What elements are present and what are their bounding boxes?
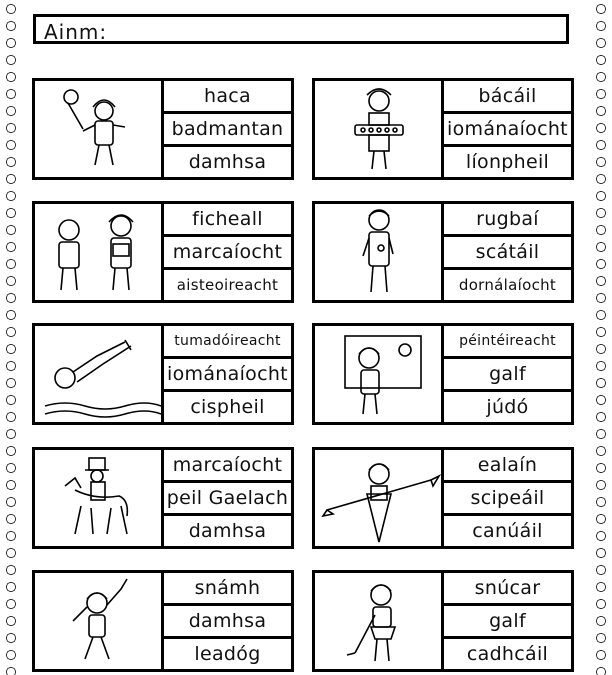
option-2[interactable]: peil Gaelach xyxy=(164,483,291,516)
name-label: Ainm: xyxy=(44,20,108,44)
option-1[interactable]: tumadóireacht xyxy=(164,326,291,359)
left-decorative-border xyxy=(2,0,20,675)
chess-players-icon xyxy=(35,204,164,300)
activity-card-6 xyxy=(312,323,574,425)
option-1[interactable]: rugbaí xyxy=(444,204,571,237)
option-1[interactable]: péintéireacht xyxy=(444,326,571,359)
option-2[interactable]: damhsa xyxy=(164,606,291,639)
option-1[interactable]: marcaíocht xyxy=(164,450,291,483)
option-2[interactable]: marcaíocht xyxy=(164,237,291,270)
option-2[interactable]: galf xyxy=(444,359,571,392)
option-2[interactable]: scipeáil xyxy=(444,483,571,516)
activity-card-9 xyxy=(32,570,294,672)
golfer-icon xyxy=(315,573,444,669)
activity-card-7 xyxy=(32,447,294,549)
option-2[interactable]: iománaíocht xyxy=(444,114,571,147)
option-2[interactable]: scátáil xyxy=(444,237,571,270)
option-1[interactable]: snámh xyxy=(164,573,291,606)
activity-card-10 xyxy=(312,570,574,672)
option-2[interactable]: iománaíocht xyxy=(164,359,291,392)
option-3[interactable]: aisteoireacht xyxy=(176,276,279,294)
activity-card-4 xyxy=(312,201,574,303)
activity-card-2 xyxy=(312,78,574,180)
option-3[interactable]: canúáil xyxy=(472,520,543,542)
option-1[interactable]: ealaín xyxy=(444,450,571,483)
tennis-player-icon xyxy=(35,81,164,177)
option-3[interactable]: leadóg xyxy=(194,643,261,665)
option-1[interactable]: bácáil xyxy=(444,81,571,114)
option-2[interactable]: badmantan xyxy=(164,114,291,147)
option-3[interactable]: cadhcáil xyxy=(466,643,549,665)
option-3[interactable]: dornálaíocht xyxy=(458,276,557,294)
option-3[interactable]: cispheil xyxy=(190,396,265,418)
canoeist-icon xyxy=(315,450,444,546)
option-1[interactable]: ficheall xyxy=(164,204,291,237)
baker-icon xyxy=(315,81,444,177)
diver-icon xyxy=(35,326,164,422)
option-3[interactable]: damhsa xyxy=(188,151,267,173)
swimmer-icon xyxy=(35,573,164,669)
option-3[interactable]: líonpheil xyxy=(465,151,550,173)
name-field[interactable] xyxy=(33,14,569,44)
option-3[interactable]: damhsa xyxy=(188,520,267,542)
activity-card-1 xyxy=(32,78,294,180)
activity-card-3 xyxy=(32,201,294,303)
option-2[interactable]: galf xyxy=(444,606,571,639)
right-decorative-border xyxy=(592,0,610,675)
painter-icon xyxy=(315,326,444,422)
option-1[interactable]: haca xyxy=(164,81,291,114)
singer-icon xyxy=(315,204,444,300)
option-3[interactable]: júdó xyxy=(486,396,529,418)
option-1[interactable]: snúcar xyxy=(444,573,571,606)
activity-card-5 xyxy=(32,323,294,425)
activity-card-8 xyxy=(312,447,574,549)
horse-rider-icon xyxy=(35,450,164,546)
